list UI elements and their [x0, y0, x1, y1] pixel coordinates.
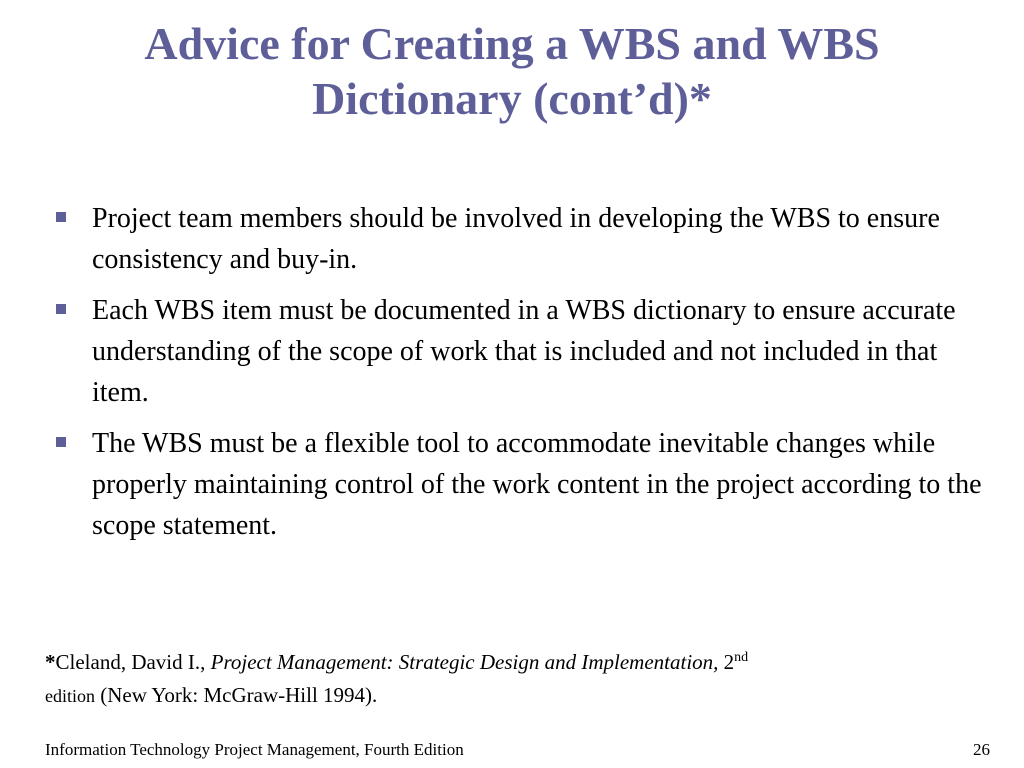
- citation-author: Cleland, David I.,: [55, 650, 211, 674]
- bullet-text: Each WBS item must be documented in a WBS dictionary to ensure accurate understanding of the scope of work that is included and not included in that item.: [92, 295, 956, 408]
- citation-edition-word: edition: [45, 686, 95, 706]
- citation-publisher: (New York: McGraw-Hill 1994).: [95, 683, 378, 707]
- citation-asterisk: *: [45, 650, 56, 674]
- square-bullet-icon: [56, 212, 66, 222]
- bullet-item: [52, 423, 982, 546]
- citation-edition-number: 2: [718, 650, 735, 674]
- square-bullet-icon: [56, 437, 66, 447]
- page-number: 26: [973, 740, 990, 759]
- slide-title: [60, 16, 964, 126]
- title-line-1: Advice for Creating a WBS and WBS: [144, 18, 880, 69]
- bullet-list: [52, 198, 982, 556]
- citation-book-title: Project Management: Strategic Design and Implementation,: [210, 650, 719, 674]
- citation-edition-suffix: nd: [734, 650, 749, 665]
- bullet-item: [52, 198, 982, 280]
- citation: [45, 646, 945, 713]
- title-line-2: Dictionary (cont’d)*: [312, 73, 712, 124]
- bullet-item: [52, 290, 982, 413]
- bullet-text: Project team members should be involved in developing the WBS to ensure consistency and buy-in.: [92, 203, 940, 275]
- footer-text: Information Technology Project Management, Fourth Edition: [45, 740, 464, 759]
- square-bullet-icon: [56, 304, 66, 314]
- bullet-text: The WBS must be a flexible tool to accommodate inevitable changes while properly maintaining control of the work content in the project according to the scope statement.: [92, 428, 982, 541]
